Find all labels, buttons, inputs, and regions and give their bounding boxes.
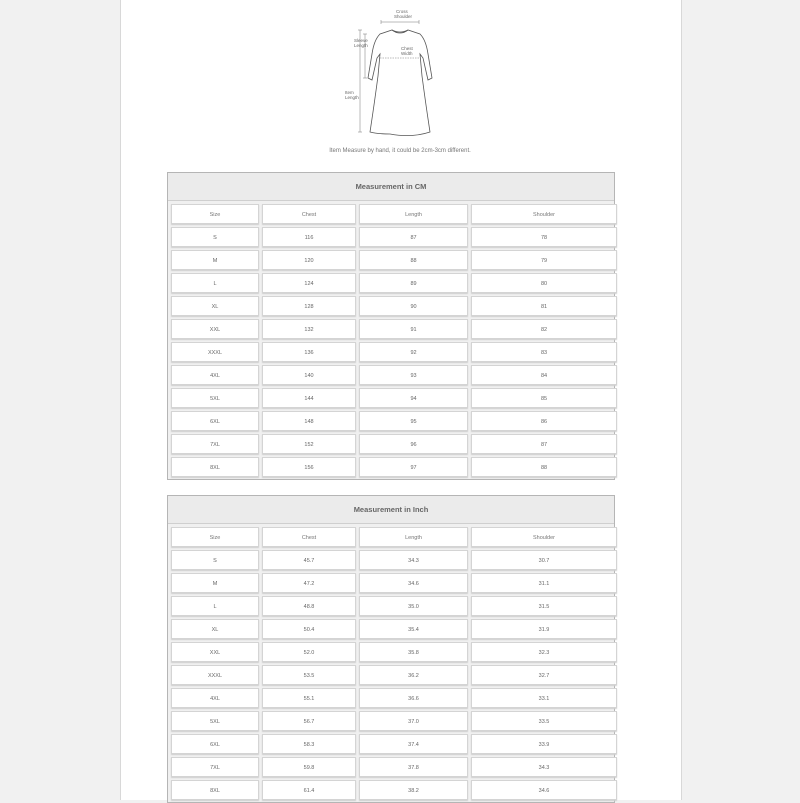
table-cell: 96 [359,434,468,454]
table-cell: 37.8 [359,757,468,777]
table-cell: 56.7 [262,711,356,731]
size-cell: S [171,550,259,570]
table-cell: 34.3 [471,757,617,777]
table-cell: 52.0 [262,642,356,662]
table-cell: 90 [359,296,468,316]
table-cell: 32.7 [471,665,617,685]
size-cell: 6XL [171,734,259,754]
table-cell: 33.1 [471,688,617,708]
column-header: Size [171,527,259,547]
table-cell: 120 [262,250,356,270]
size-cell: XXL [171,319,259,339]
table-cell: 30.7 [471,550,617,570]
label-cross-shoulder-1: Cross [396,9,408,14]
table-cell: 82 [471,319,617,339]
label-sleeve-length-2: Length [354,43,368,48]
table-cell: 58.3 [262,734,356,754]
size-cell: 5XL [171,711,259,731]
table-cell: 132 [262,319,356,339]
size-cell: 4XL [171,365,259,385]
label-chest-width-1: Chest [401,46,413,51]
size-table-inch [167,495,615,803]
table-cell: 93 [359,365,468,385]
table-cell: 37.4 [359,734,468,754]
dress-outline [368,30,432,136]
table-cell: 50.4 [262,619,356,639]
table-cell: 87 [471,434,617,454]
label-cross-shoulder-2: Shoulder [394,14,413,19]
table-cell: 48.8 [262,596,356,616]
label-sleeve-length-1: Sleeve [354,38,368,43]
table-cell: 156 [262,457,356,477]
table-cell: 87 [359,227,468,247]
table-cell: 45.7 [262,550,356,570]
table-cell: 92 [359,342,468,362]
table-cell: 152 [262,434,356,454]
table-cell: 116 [262,227,356,247]
table-cell: 128 [262,296,356,316]
table-cell: 33.5 [471,711,617,731]
size-cell: S [171,227,259,247]
table-cell: 95 [359,411,468,431]
size-cell: 4XL [171,688,259,708]
table-cell: 88 [471,457,617,477]
table-cell: 33.9 [471,734,617,754]
table-cell: 53.5 [262,665,356,685]
table-cell: 97 [359,457,468,477]
table-cell: 47.2 [262,573,356,593]
size-cell: 7XL [171,757,259,777]
table-cell: 38.2 [359,780,468,800]
table-cell: 83 [471,342,617,362]
table-cell: 36.6 [359,688,468,708]
size-cell: XXXL [171,342,259,362]
table-cell: 144 [262,388,356,408]
column-header: Chest [262,204,356,224]
column-header: Length [359,204,468,224]
size-cell: L [171,273,259,293]
column-header: Shoulder [471,204,617,224]
table-cell: 31.9 [471,619,617,639]
table-cell: 136 [262,342,356,362]
table-cell: 91 [359,319,468,339]
table-cell: 31.1 [471,573,617,593]
size-cell: L [171,596,259,616]
size-cell: 8XL [171,457,259,477]
size-cell: 6XL [171,411,259,431]
table-cell: 36.2 [359,665,468,685]
table-cell: 94 [359,388,468,408]
table-cell: 61.4 [262,780,356,800]
measurement-note: Item Measure by hand, it could be 2cm-3cm different. [329,148,471,154]
table-cell: 86 [471,411,617,431]
table-cell: 34.6 [359,573,468,593]
table-cell: 79 [471,250,617,270]
table-cell: 85 [471,388,617,408]
size-table-cm [167,172,615,480]
size-cell: XL [171,296,259,316]
size-cell: M [171,250,259,270]
column-header: Size [171,204,259,224]
table-cell: 84 [471,365,617,385]
column-header: Length [359,527,468,547]
size-cell: 5XL [171,388,259,408]
table-grid [168,524,614,802]
table-cell: 35.8 [359,642,468,662]
size-cell: XXL [171,642,259,662]
label-item-length-1: Item [345,90,354,95]
table-cell: 88 [359,250,468,270]
table-cell: 140 [262,365,356,385]
table-cell: 89 [359,273,468,293]
table-cell: 35.4 [359,619,468,639]
table-cell: 55.1 [262,688,356,708]
table-title: Measurement in CM [168,173,614,201]
table-cell: 31.5 [471,596,617,616]
table-cell: 124 [262,273,356,293]
table-cell: 148 [262,411,356,431]
table-cell: 80 [471,273,617,293]
size-cell: XXXL [171,665,259,685]
table-title: Measurement in Inch [168,496,614,524]
size-cell: 8XL [171,780,259,800]
label-chest-width-2: Width [401,51,413,56]
size-cell: 7XL [171,434,259,454]
label-item-length-2: Length [345,95,359,100]
table-cell: 34.3 [359,550,468,570]
size-cell: XL [171,619,259,639]
dress-illustration [340,6,460,138]
column-header: Chest [262,527,356,547]
table-grid [168,201,614,479]
table-cell: 78 [471,227,617,247]
size-cell: M [171,573,259,593]
table-cell: 34.6 [471,780,617,800]
table-cell: 35.0 [359,596,468,616]
column-header: Shoulder [471,527,617,547]
table-cell: 37.0 [359,711,468,731]
garment-diagram [340,6,460,138]
table-cell: 81 [471,296,617,316]
table-cell: 32.3 [471,642,617,662]
table-cell: 59.8 [262,757,356,777]
